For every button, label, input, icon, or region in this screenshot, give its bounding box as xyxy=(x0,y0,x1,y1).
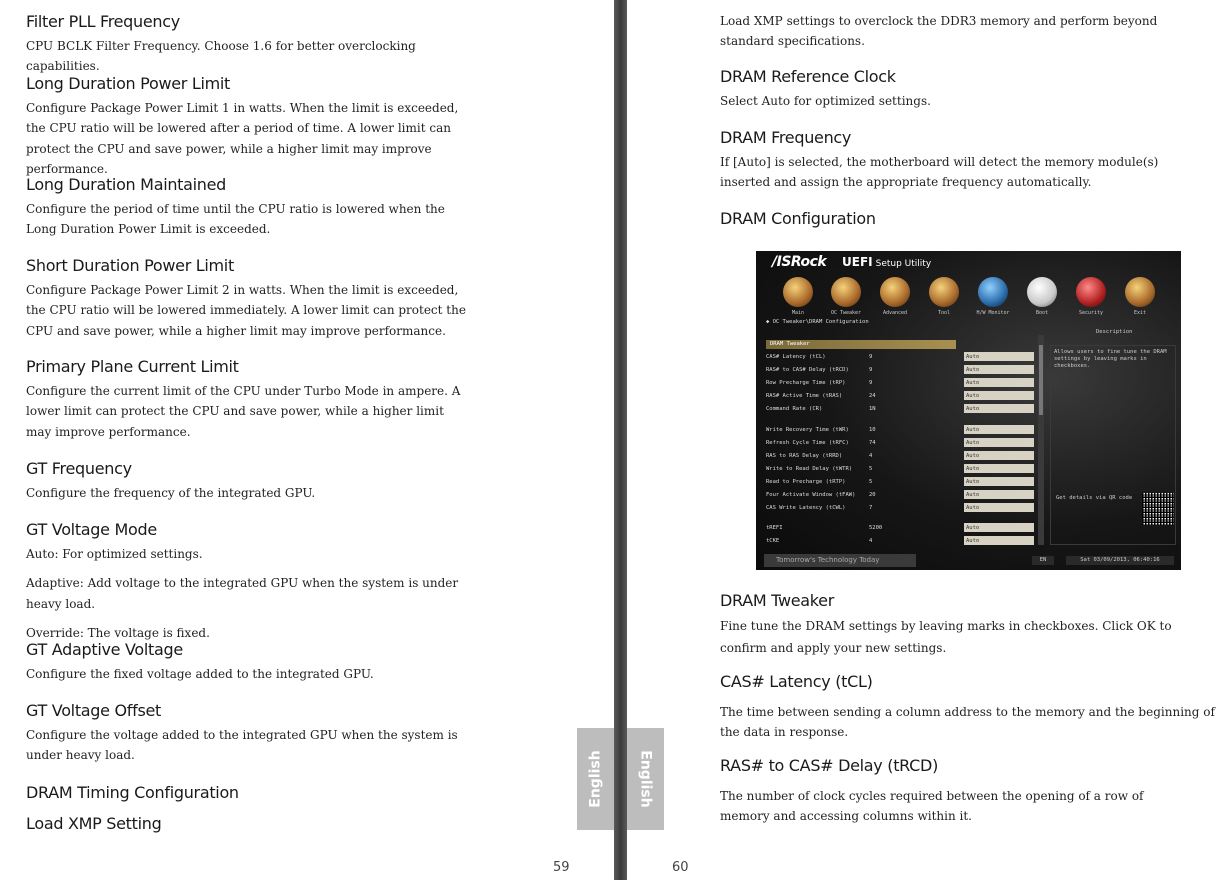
section-heading: GT Voltage Offset xyxy=(26,701,162,720)
row-name: CAS# Latency (tCL) xyxy=(766,354,826,360)
row-name: Refresh Cycle Time (tRFC) xyxy=(766,440,849,446)
bios-footer xyxy=(764,554,1174,567)
row-name: Row Precharge Time (tRP) xyxy=(766,380,846,386)
bios-row xyxy=(766,464,1036,474)
section-body: CPU BCLK Filter Frequency. Choose 1.6 for better overclocking capabilities. xyxy=(26,39,416,74)
section-body: Configure the voltage added to the integrated GPU when the system is under heavy load. xyxy=(26,728,458,763)
row-value: 9 xyxy=(869,367,873,373)
row-option: Auto xyxy=(964,536,1034,545)
row-value: 74 xyxy=(869,440,876,446)
bios-scrollbar xyxy=(1038,335,1044,545)
footer-datetime: Sat 03/09/2013, 06:40:16 xyxy=(1066,556,1174,565)
section-dram-timing-configuration xyxy=(26,783,239,802)
bios-row xyxy=(766,536,1036,546)
row-name: CAS Write Latency (tCWL) xyxy=(766,505,846,511)
section-body: Fine tune the DRAM settings by leaving marks in checkboxes. Click OK to confirm and apply your new settings. xyxy=(720,619,1172,655)
section-body-extra: Override: The voltage is fixed. xyxy=(26,626,210,641)
section-heading: DRAM Frequency xyxy=(720,128,852,147)
row-name: RAS to RAS Delay (tRRD) xyxy=(766,453,843,459)
section-body: If [Auto] is selected, the motherboard will detect the memory module(s) inserted and assign the appropriate frequency automatically. xyxy=(720,155,1159,190)
qr-code-icon xyxy=(1142,493,1174,525)
description-text: Allows users to fine tune the DRAM settings by leaving marks in checkboxes. xyxy=(1054,349,1167,369)
row-name: Command Rate (CR) xyxy=(766,406,823,412)
section-gt-frequency xyxy=(26,459,486,503)
section-body: Configure the current limit of the CPU under Turbo Mode in ampere. A lower limit can protect the CPU and save power, while a higher limit may improve performance. xyxy=(26,384,461,439)
tab-advanced xyxy=(871,275,919,319)
row-value: 4 xyxy=(869,453,873,459)
row-name: tCKE xyxy=(766,538,780,544)
row-value: 10 xyxy=(869,427,876,433)
section-primary-plane-current-limit xyxy=(26,357,466,442)
breadcrumb: ◆ OC Tweaker\DRAM Configuration xyxy=(766,319,869,325)
bios-row xyxy=(766,503,1036,513)
intro-paragraph: Load XMP settings to overclock the DDR3 memory and perform beyond standard specifications. xyxy=(720,14,1158,49)
row-value: 20 xyxy=(869,492,876,498)
section-body: Configure the fixed voltage added to the integrated GPU. xyxy=(26,667,374,681)
row-option: Auto xyxy=(964,404,1034,413)
bios-row xyxy=(766,352,1036,362)
uefi-label: UEFI xyxy=(842,255,873,269)
section-body: Select Auto for optimized settings. xyxy=(720,94,931,108)
tab-tool xyxy=(920,275,968,319)
rocket-icon xyxy=(831,277,861,307)
row-name: Write to Read Delay (tWTR) xyxy=(766,466,853,472)
section-heading: DRAM Reference Clock xyxy=(720,67,896,86)
row-value: 5 xyxy=(869,466,873,472)
page-number: 59 xyxy=(553,860,570,875)
shield-icon xyxy=(1076,277,1106,307)
breadcrumb-text: OC Tweaker\DRAM Configuration xyxy=(772,319,869,325)
bios-row xyxy=(766,523,1036,533)
book-spine xyxy=(614,0,627,880)
row-name: RAS# to CAS# Delay (tRCD) xyxy=(766,367,849,373)
description-title: Description xyxy=(1096,329,1133,335)
language-tab-label: English xyxy=(587,750,604,808)
row-option: Auto xyxy=(964,503,1034,512)
star-icon xyxy=(880,277,910,307)
section-short-duration-power-limit xyxy=(26,256,472,341)
dram-tweaker-bar: DRAM Tweaker xyxy=(766,340,956,349)
tab-security xyxy=(1067,275,1115,319)
page-number: 60 xyxy=(672,860,689,875)
section-gt-voltage-mode xyxy=(26,520,486,644)
bios-row xyxy=(766,391,1036,401)
row-name: tREFI xyxy=(766,525,783,531)
row-name: Four Activate Window (tFAW) xyxy=(766,492,856,498)
main-icon xyxy=(783,277,813,307)
section-heading: Load XMP Setting xyxy=(26,814,162,833)
section-dram-frequency xyxy=(720,128,1180,193)
tab-label: Advanced xyxy=(882,310,908,316)
section-heading: Long Duration Power Limit xyxy=(26,74,231,93)
section-heading: GT Frequency xyxy=(26,459,132,478)
row-value: 4 xyxy=(869,538,873,544)
row-option: Auto xyxy=(964,425,1034,434)
row-option: Auto xyxy=(964,438,1034,447)
row-value: 7 xyxy=(869,505,873,511)
row-option: Auto xyxy=(964,378,1034,387)
section-body-extra: Adaptive: Add voltage to the integrated GPU when the system is under heavy load. xyxy=(26,576,459,611)
section-heading: Long Duration Maintained xyxy=(26,175,227,194)
row-value: 5 xyxy=(869,479,873,485)
row-option: Auto xyxy=(964,477,1034,486)
section-heading: Short Duration Power Limit xyxy=(26,256,234,275)
footer-tagline: Tomorrow's Technology Today xyxy=(764,554,916,567)
section-long-duration-power-limit xyxy=(26,74,478,180)
row-name: Read to Precharge (tRTP) xyxy=(766,479,846,485)
setup-utility-label: Setup Utility xyxy=(875,259,932,269)
section-dram-tweaker xyxy=(720,591,1200,659)
tab-label: Tool xyxy=(937,310,951,316)
section-body: Configure the period of time until the CPU ratio is lowered when the Long Duration Power Limit is exceeded. xyxy=(26,202,445,237)
bios-tab-bar xyxy=(756,275,1181,319)
bios-row xyxy=(766,378,1036,388)
tab-label: Main xyxy=(791,310,805,316)
bios-row xyxy=(766,490,1036,500)
section-heading: DRAM Tweaker xyxy=(720,591,835,610)
section-body: Configure the frequency of the integrated GPU. xyxy=(26,486,316,500)
tab-exit xyxy=(1116,275,1164,319)
tab-main xyxy=(774,275,822,319)
exit-icon xyxy=(1125,277,1155,307)
section-dram-reference-clock xyxy=(720,67,1200,111)
bios-row xyxy=(766,425,1036,435)
section-heading: Primary Plane Current Limit xyxy=(26,357,239,376)
row-option: Auto xyxy=(964,391,1034,400)
row-name: Write Recovery Time (tWR) xyxy=(766,427,849,433)
row-option: Auto xyxy=(964,523,1034,532)
tab-label: Boot xyxy=(1035,310,1049,316)
section-body: The number of clock cycles required between the opening of a row of memory and accessing columns within it. xyxy=(720,789,1144,824)
section-cas-latency xyxy=(720,672,1218,743)
language-tab xyxy=(577,728,614,830)
tab-hw-monitor xyxy=(969,275,1017,319)
row-option: Auto xyxy=(964,451,1034,460)
uefi-title xyxy=(842,255,931,269)
row-value: 9 xyxy=(869,380,873,386)
row-value: 24 xyxy=(869,393,876,399)
section-heading: GT Voltage Mode xyxy=(26,520,157,539)
section-heading: GT Adaptive Voltage xyxy=(26,640,183,659)
section-gt-voltage-offset xyxy=(26,701,486,766)
footer-language: EN xyxy=(1032,556,1054,565)
tab-label: Exit xyxy=(1133,310,1147,316)
bios-row xyxy=(766,451,1036,461)
language-tab xyxy=(627,728,664,830)
bios-row xyxy=(766,477,1036,487)
tab-oc-tweaker xyxy=(822,275,870,319)
section-filter-pll xyxy=(26,12,486,77)
row-value: 5200 xyxy=(869,525,883,531)
tab-boot xyxy=(1018,275,1066,319)
bios-row xyxy=(766,438,1036,448)
section-long-duration-maintained xyxy=(26,175,446,240)
section-body: Configure Package Power Limit 1 in watts. When the limit is exceeded, the CPU ratio will be lowered after a period of time. A lower limit can protect the CPU and save power, while a higher limit may improve performance. xyxy=(26,101,459,177)
section-ras-to-cas-delay xyxy=(720,756,1190,827)
row-option: Auto xyxy=(964,352,1034,361)
bios-row xyxy=(766,404,1036,414)
tool-icon xyxy=(929,277,959,307)
section-heading: Filter PLL Frequency xyxy=(26,12,180,31)
row-option: Auto xyxy=(964,490,1034,499)
scroll-thumb xyxy=(1039,345,1043,415)
row-value: 9 xyxy=(869,354,873,360)
bios-row xyxy=(766,365,1036,375)
tab-label: H/W Monitor xyxy=(976,310,1010,316)
section-gt-adaptive-voltage xyxy=(26,640,486,684)
section-heading: DRAM Timing Configuration xyxy=(26,783,239,802)
qr-label: Get details via QR code xyxy=(1056,495,1133,501)
section-load-xmp-setting xyxy=(26,814,161,833)
tab-label: OC Tweaker xyxy=(830,310,862,316)
tab-label: Security xyxy=(1078,310,1104,316)
row-name: RAS# Active Time (tRAS) xyxy=(766,393,843,399)
language-tab-label: English xyxy=(637,750,654,808)
monitor-icon xyxy=(978,277,1008,307)
bios-screenshot xyxy=(756,251,1181,570)
asrock-logo: /ISRock xyxy=(772,254,827,270)
section-heading: DRAM Configuration xyxy=(720,209,876,228)
boot-icon xyxy=(1027,277,1057,307)
section-heading: RAS# to CAS# Delay (tRCD) xyxy=(720,756,939,775)
section-heading: CAS# Latency (tCL) xyxy=(720,672,873,691)
section-body: Auto: For optimized settings. xyxy=(26,547,203,561)
row-value: 1N xyxy=(869,406,876,412)
section-body: Configure Package Power Limit 2 in watts. When the limit is exceeded, the CPU ratio will be lowered immediately. A lower limit can protect the CPU and save power, while a higher limit may improve performance. xyxy=(26,283,466,338)
row-option: Auto xyxy=(964,464,1034,473)
row-option: Auto xyxy=(964,365,1034,374)
section-dram-configuration xyxy=(720,209,876,228)
section-body: The time between sending a column address to the memory and the beginning of the data in response. xyxy=(720,705,1215,740)
